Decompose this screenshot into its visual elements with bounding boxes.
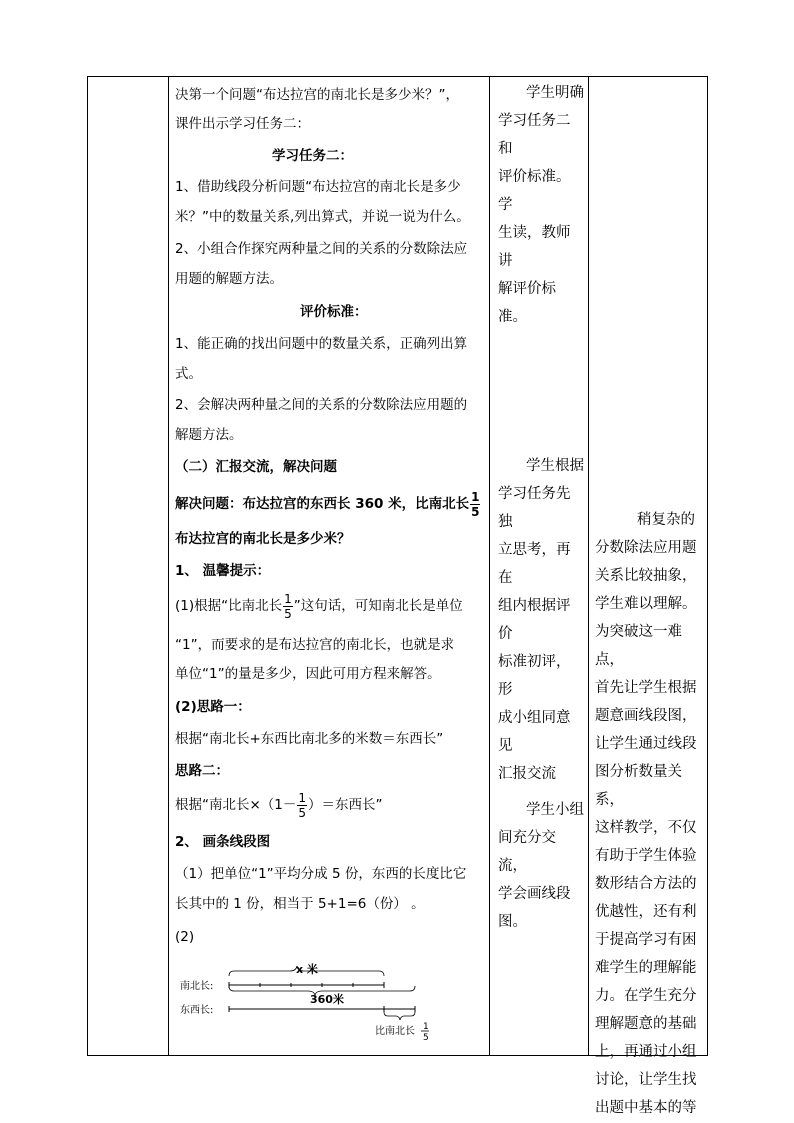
- idea-line: 根据“南北长+东西比南北多的米数＝东西长”: [175, 731, 444, 747]
- ns-label: 南北长:: [180, 981, 214, 992]
- idea-line: [175, 788, 383, 822]
- activity-line: 学习任务二和: [498, 113, 571, 157]
- hint-text: ”这句话，可知南北长是单位: [293, 598, 463, 614]
- fraction: $\frac{1}{5}$: [471, 489, 480, 519]
- text-line: 解题方法。: [175, 427, 243, 443]
- extra-brace: [384, 1012, 415, 1020]
- text-line: 式。: [175, 366, 202, 382]
- activity-line: 学生小组: [526, 802, 584, 818]
- text-line: 决第一个问题“布达拉宫的南北长是多少米？”，: [175, 87, 459, 103]
- activity-line: 学生根据: [526, 458, 584, 474]
- intent-line: 于提高学习有困: [595, 932, 697, 948]
- activity-line: 评价标准。学: [498, 169, 571, 213]
- activity-line: 标准初评，形: [498, 654, 571, 698]
- intent-line: 优越性，还有利: [595, 904, 697, 920]
- table-border-3: [588, 76, 589, 1056]
- intent-line: 稍复杂的: [637, 512, 695, 528]
- intent-line: 关系比较抽象，: [595, 568, 697, 584]
- idea-text: 根据“南北长×（1－: [175, 797, 297, 813]
- intent-line: 首先让学生根据: [595, 680, 697, 696]
- text-line: 米？”中的数量关系,列出算式，并说一说为什么。: [175, 209, 470, 225]
- hint-line: 单位“1”的量是多少，因此可用方程来解答。: [175, 666, 441, 682]
- ew-label: 东西长:: [180, 1005, 214, 1016]
- section-heading: 学习任务二：: [272, 148, 353, 164]
- activity-line: 学会画线段图。: [498, 886, 571, 930]
- problem-question: 布达拉宫的南北长是多少米？: [175, 531, 351, 547]
- activity-block-1: [498, 79, 584, 331]
- table-border-right: [707, 76, 708, 1056]
- hint-title: 1、 温馨提示：: [175, 563, 271, 579]
- problem-statement: [175, 487, 481, 521]
- intent-line: 出题中基本的等: [595, 1100, 697, 1116]
- extra-frac-num: 1: [423, 1022, 429, 1032]
- intent-line: 为突破这一难点，: [595, 624, 682, 668]
- activity-line: 组内根据评价: [498, 598, 571, 642]
- section-heading: 评价标准：: [300, 304, 368, 320]
- draw-title: 2、 画条线段图: [175, 834, 271, 850]
- idea-text: ）＝东西长”: [308, 797, 383, 813]
- text-line: 2、会解决两种量之间的关系的分数除法应用题的: [175, 397, 468, 413]
- table-border-2: [489, 76, 490, 1056]
- activity-line: 间充分交流，: [498, 830, 556, 874]
- fraction: $\frac{1}{5}$: [298, 790, 307, 820]
- line-segment-diagram: [172, 956, 472, 1046]
- idea-title: (2)思路一：: [175, 699, 251, 715]
- hint-line: [175, 589, 463, 623]
- intent-line: 讨论，让学生找: [595, 1072, 697, 1088]
- hint-text: (1)根据“比南北长: [175, 598, 283, 614]
- table-border-left: [87, 76, 88, 1056]
- section-heading: （二）汇报交流，解决问题: [175, 459, 337, 475]
- fraction: $\frac{1}{5}$: [284, 591, 292, 621]
- activity-line: 成小组同意见: [498, 710, 571, 754]
- intent-line: 这样教学，不仅: [595, 820, 697, 836]
- x-label: x 米: [296, 963, 318, 976]
- intent-line: 力。在学生充分: [595, 988, 697, 1004]
- text-line: 2、小组合作探究两种量之间的关系的分数除法应: [175, 241, 468, 257]
- problem-text: 解决问题：布达拉宫的东西长 360 米，比南北长: [175, 496, 470, 512]
- draw-line: （1）把单位“1”平均分成 5 份，东西的长度比它: [175, 866, 467, 882]
- design-intent-column: [595, 506, 703, 1122]
- text-line: 用题的解题方法。: [175, 271, 283, 287]
- length-label: 360米: [310, 993, 344, 1006]
- intent-line: 难学生的理解能: [595, 960, 697, 976]
- intent-line: 让学生通过线段: [595, 736, 697, 752]
- intent-line: 理解题意的基础: [595, 1016, 697, 1032]
- extra-frac-den: 5: [423, 1033, 429, 1043]
- activity-block-2: [498, 452, 584, 788]
- intent-line: 图分析数量关系，: [595, 764, 682, 808]
- activity-line: 解评价标准。: [498, 281, 556, 325]
- activity-line: 立思考，再在: [498, 542, 571, 586]
- intent-line: 有助于学生体验: [595, 848, 697, 864]
- text-line: 课件出示学习任务二：: [175, 116, 310, 132]
- activity-line: 学生明确: [526, 85, 584, 101]
- intent-line: 分数除法应用题: [595, 540, 697, 556]
- activity-line: 生读，教师讲: [498, 225, 571, 269]
- text-line: 1、能正确的找出问题中的数量关系，正确列出算: [175, 336, 468, 352]
- intent-line: 数形结合方法的: [595, 876, 697, 892]
- activity-line: 学习任务先独: [498, 486, 571, 530]
- idea-title: 思路二：: [175, 763, 229, 779]
- intent-line: 学生难以理解。: [595, 596, 697, 612]
- draw-line: 长其中的 1 份，相当于 5+1=6（份） 。: [175, 896, 425, 912]
- text-line: 1、借助线段分析问题“布达拉宫的南北长是多少: [175, 179, 461, 195]
- draw-line: (2): [175, 929, 195, 945]
- intent-line: 题意画线段图，: [595, 708, 697, 724]
- activity-line: 汇报交流: [498, 766, 556, 782]
- table-border-1: [168, 76, 169, 1056]
- hint-line: “1”，而要求的是布达拉宫的南北长，也就是求: [175, 637, 455, 653]
- table-top-border: [87, 76, 708, 77]
- extra-label: 比南北长: [375, 1026, 415, 1037]
- activity-block-3: [498, 796, 584, 936]
- intent-line: 上，再通过小组: [595, 1044, 697, 1060]
